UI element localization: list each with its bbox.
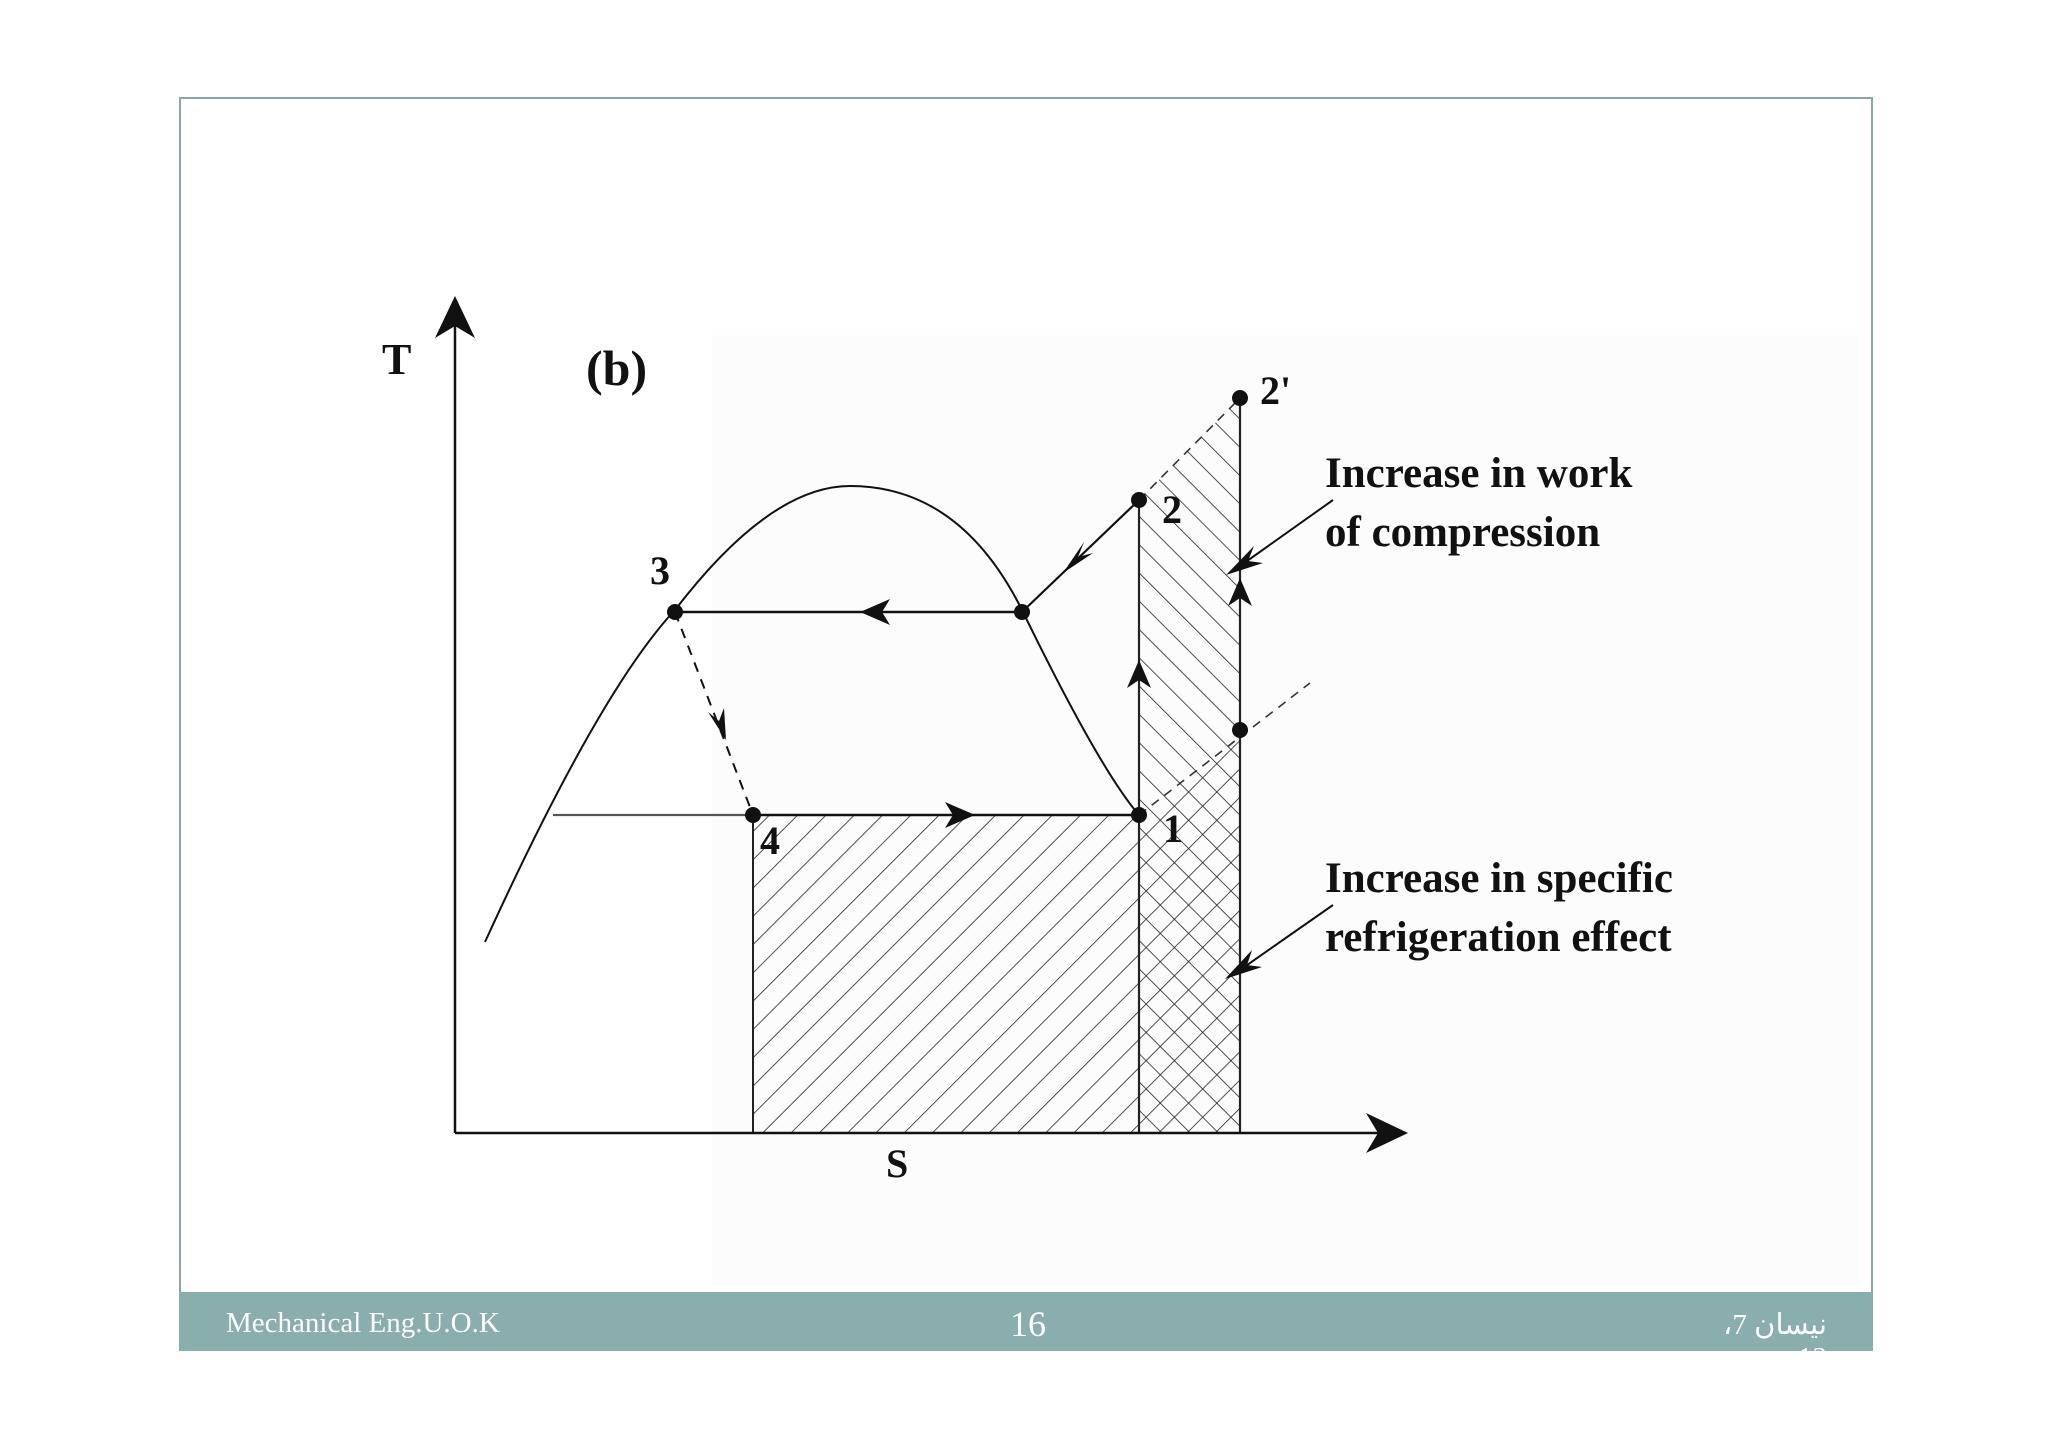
footer-date: نيسان 7، 13	[1723, 1309, 1827, 1374]
throttling-line	[675, 612, 753, 815]
footer-institution: Mechanical Eng.U.O.K	[226, 1307, 500, 1339]
state-point-2prime	[1232, 390, 1248, 406]
refrig-annotation-line1: Increase in specific	[1325, 855, 1673, 902]
t-axis-label: T	[382, 335, 412, 384]
s-axis-label: S	[886, 1141, 909, 1186]
superheat-point	[1232, 722, 1248, 738]
desuperheat-arrow	[1063, 542, 1093, 573]
throttling-arrow	[708, 708, 726, 740]
footer-page-number: 16	[1010, 1304, 1046, 1344]
point-label-2: 2	[1162, 487, 1182, 532]
state-point-1	[1131, 807, 1147, 823]
state-point-3	[667, 604, 683, 620]
panel-label: (b)	[586, 340, 648, 396]
work-increase-area	[1139, 398, 1240, 1133]
point-label-2prime: 2'	[1260, 368, 1292, 413]
refrig-annotation-line2: refrigeration effect	[1325, 914, 1672, 961]
refrigeration-effect-area	[753, 815, 1139, 1133]
work-annotation-line1: Increase in work	[1325, 450, 1633, 497]
point-label-4: 4	[760, 818, 780, 863]
desuperheat-line	[1022, 500, 1139, 612]
state-point-2	[1131, 492, 1147, 508]
point-label-3: 3	[650, 548, 670, 593]
saturated-vapor-point	[1014, 604, 1030, 620]
point-label-1: 1	[1163, 806, 1183, 851]
refrig-leader-line	[1240, 905, 1333, 970]
work-annotation-line2: of compression	[1325, 509, 1601, 556]
work-leader-line	[1240, 500, 1333, 566]
state-point-4	[745, 807, 761, 823]
